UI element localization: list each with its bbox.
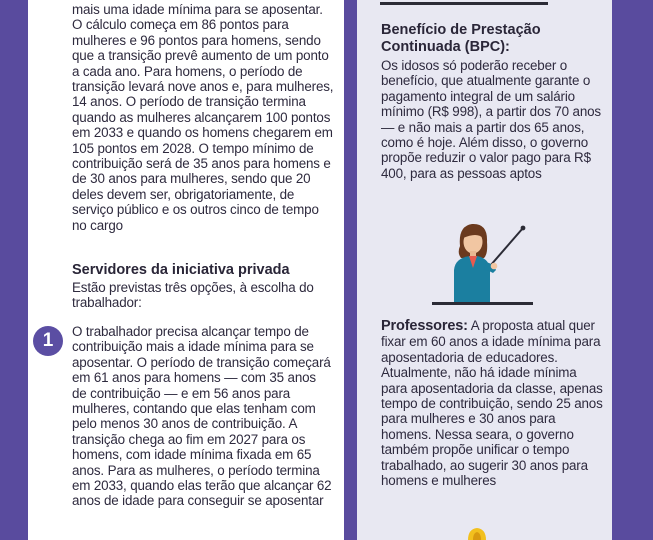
public-servants-transition-text: mais uma idade mínima para se aposentar. O cálculo começa em 86 pontos para mulheres e 96 pontos para homens, sendo que a transição prevê aumento de um ponto a cada ano. Para homens, o período de transição levará nove anos e, para mulheres, 14 anos. O período de transição termina quando as mulheres alcançarem 100 pontos em 2033 e quando os homens chegarem em 105 pontos em 2028. O tempo mínimo de contribuição será de 35 anos para homens e de 30 anos para mulheres, sendo que 20 deles devem ser, obrigatoriamente, de serviço público e os outros cinco de tempo no cargo	[72, 2, 334, 233]
private-sector-heading: Servidores da iniciativa privada	[72, 262, 290, 278]
teachers-label: Professores:	[381, 318, 468, 334]
teachers-paragraph	[381, 318, 603, 488]
bpc-text: Os idosos só poderão receber o benefício, que atualmente garante o pagamento integral de um salário mínimo (R$ 998), a partir dos 70 anos — e não mais a partir dos 65 anos, como é hoje. Além disso, o governo propõe reduzir o valor pago para R$ 400, para as pessoas aptos	[381, 58, 601, 181]
divider-line-top	[380, 2, 548, 5]
option-number-badge: 1	[33, 326, 63, 356]
bpc-heading: Benefício de Prestação Continuada (BPC):	[381, 22, 541, 55]
teacher-illustration	[430, 218, 535, 306]
private-sector-intro: Estão previstas três opções, à escolha do trabalhador:	[72, 280, 314, 311]
bottom-illustration-icon	[464, 526, 490, 540]
option-one-text: O trabalhador precisa alcançar tempo de contribuição mais a idade mínima para se aposentar. O período de transição começará em 61 anos para homens — com 35 anos de contribuição — e em 56 anos para mulheres, contando que elas tenham com pelo menos 30 anos de contribuição. A transição chega ao fim em 2027 para os homens, com idade mínima fixada em 65 anos. Para as mulheres, o período termina em 2033, quando elas terão que alcançar 62 anos de idade para conseguir se aposentar	[72, 324, 332, 509]
teachers-text: A proposta atual quer fixar em 60 anos a idade mínima para aposentadoria de educadores. Atualmente, não há idade mínima para aposentadoria da classe, apenas tempo de contribuição, sendo 25 anos para mulheres e 30 anos para homens. Nessa seara, o governo também propõe unificar o tempo trabalhado, ao sugerir 30 anos para homens e mulheres	[381, 318, 603, 489]
